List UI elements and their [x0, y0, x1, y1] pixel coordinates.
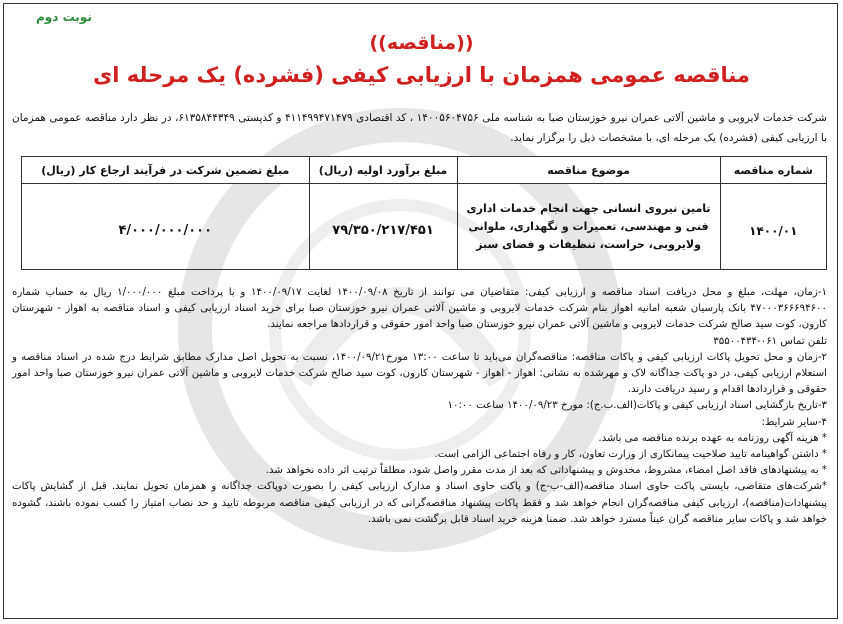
clause-2: ۲-زمان و محل تحویل پاکات ارزیابی کیفی و پاکات مناقصه: مناقصه‌گران می‌باید تا ساعت ۱۳:۰۰ مورخ۱۴۰۰/۰۹/۲۱، نسبت به تحویل اصل مدارک مطابق شرایط درج شده در اسناد مناقصه و استعلام ارزیابی کیفی، در دو پاکت جداگانه لاک و مهرشده به نشانی: اهواز - اهواز - شهرستان کارون، کوت سید صالح شرکت خدمات لایروبی و ماشین آلاتی عمران نیرو خوزستان صبا واحد امور حقوقی و قراردادها اقدام و رسید دریافت دارند. — [12, 351, 827, 396]
table-header-row — [22, 157, 827, 184]
table-row — [22, 184, 827, 270]
notice-title: مناقصه عمومی همزمان با ارزیابی کیفی (فشرده) یک مرحله ای — [93, 63, 750, 87]
guarantee-amount-cell: ۴/۰۰۰/۰۰۰/۰۰۰ — [22, 184, 310, 270]
condition-item: * هزینه آگهی روزنامه به عهده برنده مناقصه می باشد. — [598, 432, 827, 444]
col-tender-subject: موضوع مناقصه — [457, 157, 720, 184]
col-tender-number: شماره مناقصه — [720, 157, 826, 184]
intro-paragraph: شرکت خدمات لایروبی و ماشین آلاتی عمران نیرو خوزستان صبا به شناسه ملی ۱۴۰۰۵۶۰۴۷۵۶ ، کد اقتصادی ۴۱۱۴۹۹۴۷۱۴۷۹ و کدپستی ۶۱۳۵۸۴۴۳۴۹، در نظر دارد مناقصه عمومی همزمان با ارزیابی کیفی (فشرده) یک مرحله ای، با مشخصات ذیل را برگزار نماید. — [12, 112, 827, 144]
clause-3: ۳-تاریخ بازگشایی اسناد ارزیابی کیفی و پاکات(الف.ب.ج): مورخ ۱۴۰۰/۰۹/۲۳ ساعت ۱۰:۰۰ — [447, 400, 827, 412]
clause-4: ۴-سایر شرایط: — [761, 416, 827, 428]
tender-number-cell: ۱۴۰۰/۰۱ — [720, 184, 826, 270]
tender-table — [21, 156, 827, 270]
tender-subject-cell: تامین نیروی انسانی جهت انجام خدمات اداری فنی و مهندسی، تعمیرات و نگهداری، ملوانی ولایروبی، حراست، تنظیفات و فضای سبز — [457, 184, 720, 270]
condition-item: *شرکت‌های متقاضی، بایستی پاکت حاوی اسناد مناقصه(الف-ب-ج) و پاکت حاوی اسناد و مدارک ارزیابی کیفی را بصورت دوپاکت جداگانه و همزمان تحویل نمایند. قبل از گشایش پاکات پیشنهادات(مناقصه)، ارزیابی کیفی مناقصه‌گران انجام خواهد شد و فقط پاکات پیشنهاد مناقصه‌گرانی که در ارزیابی کیفی مناقصه مربوطه تایید و حد نصاب امتیاز را کسب نموده باشند، گشوده خواهد شد و پاکات سایر مناقصه گران عیناً مسترد خواهد شد. ضمنا هزینه خرید اسناد قابل برگشت نمی باشد. — [12, 481, 827, 525]
notice-heading: ((مناقصه)) — [369, 32, 474, 54]
round-label: نوبت دوم — [36, 10, 92, 24]
clause-1: ۱-زمان، مهلت، مبلغ و محل دریافت اسناد مناقصه و ارزیابی کیفی: متقاضیان می توانند از تاریخ ۱۴۰۰/۰۹/۰۸ لغایت ۱۴۰۰/۰۹/۱۷ و با پرداخت مبلغ ۱/۰۰۰/۰۰۰ ریال به حساب شماره ۴۷۰۰۰۳۶۶۶۹۴۶۰۰ بانک پارسیان شعبه امانیه اهواز بنام شرکت خدمات لایروبی و ماشین آلاتی عمران نیرو خوزستان صبا برای خرید اسناد ارزیابی کیفی و اسناد مناقصه به اهواز - شهرستان کارون، کوت سید صالح شرکت خدمات لایروبی و ماشین آلاتی عمران نیرو خوزستان صبا واحد امور حقوقی و قراردادها مراجعه نمایند. — [12, 287, 827, 331]
col-guarantee-amount: مبلغ تضمین شرکت در فرآیند ارجاع کار (ریال) — [22, 157, 310, 184]
phone-line: تلفن تماس ۰۶۱-۳۵۵۰۰۴۳۴ — [713, 335, 827, 347]
terms-section — [12, 285, 827, 528]
condition-item: * داشتن گواهینامه تایید صلاحیت پیمانکاری از وزارت تعاون، کار و رفاه اجتماعی الزامی است. — [434, 449, 827, 461]
initial-estimate-cell: ۷۹/۳۵۰/۲۱۷/۴۵۱ — [309, 184, 457, 270]
col-initial-estimate: مبلغ برآورد اولیه (ریال) — [309, 157, 457, 184]
condition-item: * به پیشنهادهای فاقد اصل امضاء، مشروط، مخدوش و پیشنهاداتی که بعد از مدت مقرر واصل شود، مطلقاً ترتیب اثر داده نخواهد شد. — [265, 465, 827, 477]
